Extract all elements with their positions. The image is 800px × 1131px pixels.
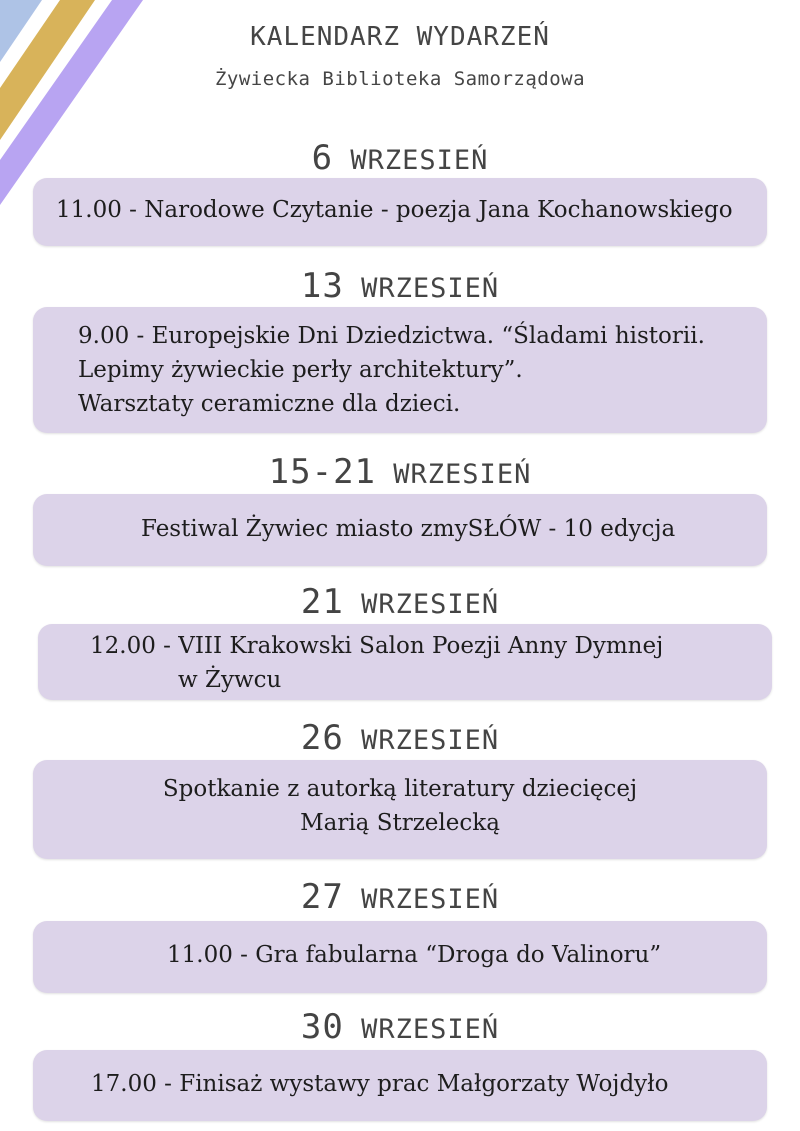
event-box	[33, 307, 767, 433]
event-box	[33, 921, 767, 993]
event-line: Lepimy żywieckie perły architektury”.	[78, 357, 523, 383]
event-box	[38, 624, 772, 700]
event-day: 26	[300, 718, 344, 758]
event-month: WRZESIEŃ	[361, 1014, 500, 1045]
event-line: 9.00 - Europejskie Dni Dziedzictwa. “Śladami historii.	[78, 323, 705, 349]
library-name: Żywiecka Biblioteka Samorządowa	[214, 68, 586, 90]
event-box	[33, 760, 767, 859]
event-line: w Żywcu	[178, 667, 282, 693]
event-month: WRZESIEŃ	[350, 145, 489, 176]
event-box	[33, 178, 767, 246]
event-month: WRZESIEŃ	[393, 459, 532, 490]
event-line: Festiwal Żywiec miasto zmySŁÓW - 10 edycja	[141, 516, 676, 542]
event-date	[0, 718, 800, 758]
event-date	[0, 582, 800, 622]
event-date	[0, 266, 800, 306]
event-line: Warsztaty ceramiczne dla dzieci.	[78, 391, 461, 417]
event-box	[33, 494, 767, 566]
event-date	[0, 138, 800, 178]
event-month: WRZESIEŃ	[361, 884, 500, 915]
event-month: WRZESIEŃ	[361, 589, 500, 620]
event-day: 6	[311, 138, 334, 178]
calendar-title: KALENDARZ WYDARZEŃ	[250, 22, 550, 52]
event-line: 11.00 - Narodowe Czytanie - poezja Jana Kochanowskiego	[56, 197, 733, 223]
event-line: 11.00 - Gra fabularna “Droga do Valinoru”	[167, 942, 662, 968]
event-line: Marią Strzelecką	[300, 810, 500, 836]
event-line: 12.00 - VIII Krakowski Salon Poezji Anny Dymnej	[90, 633, 664, 659]
event-line: 17.00 - Finisaż wystawy prac Małgorzaty Wojdyło	[91, 1071, 669, 1097]
event-date	[0, 452, 800, 492]
event-day: 30	[300, 1007, 344, 1047]
event-box	[33, 1050, 767, 1121]
event-day: 13	[300, 266, 344, 306]
event-day: 21	[300, 582, 344, 622]
event-date	[0, 1007, 800, 1047]
event-month: WRZESIEŃ	[361, 273, 500, 304]
event-day: 27	[300, 877, 344, 917]
event-date	[0, 877, 800, 917]
event-month: WRZESIEŃ	[361, 725, 500, 756]
event-line: Spotkanie z autorką literatury dziecięcej	[162, 776, 638, 802]
event-day: 15-21	[268, 452, 377, 492]
